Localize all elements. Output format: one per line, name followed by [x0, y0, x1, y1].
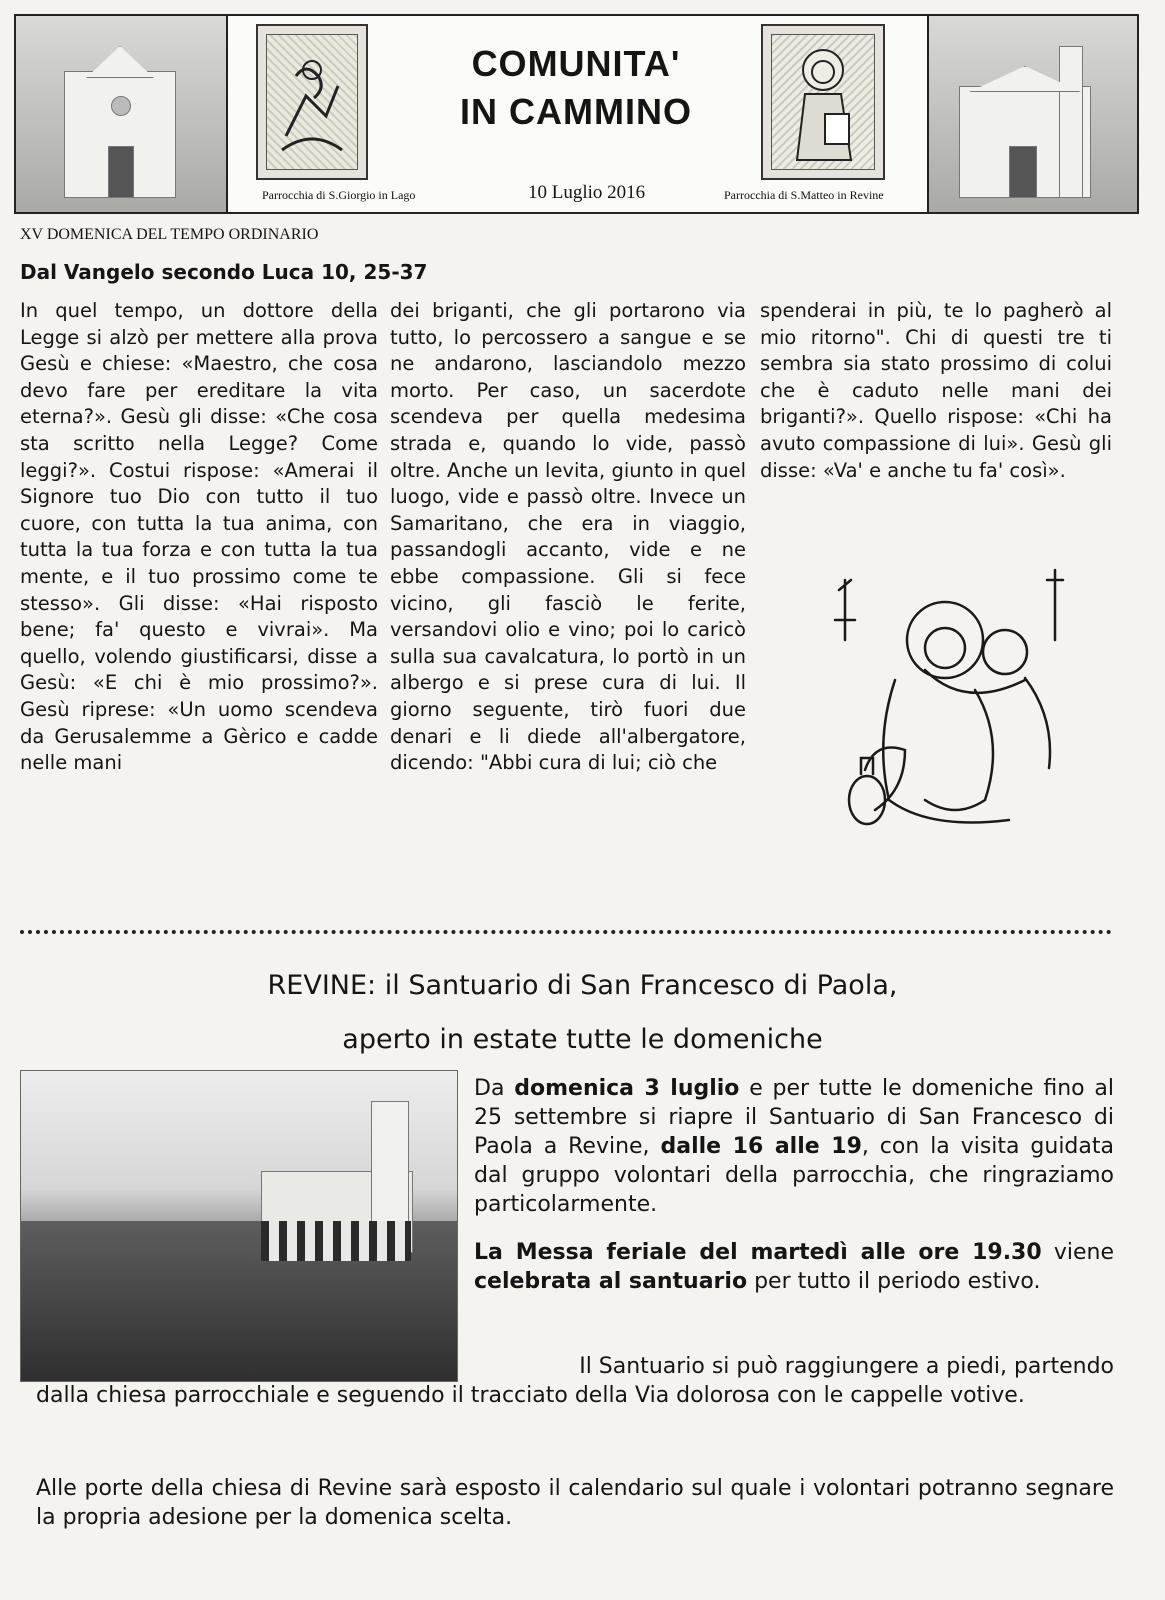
st-matthew-icon	[761, 24, 885, 180]
santuario-title-line-1: REVINE: il Santuario di San Francesco di Paola,	[267, 970, 898, 1001]
gospel-column-3: spenderai in più, te lo pagherò al mio ritorno". Chi di questi tre ti sembra sia stato prossimo di colui che è caduto nelle mani dei briganti?». Quello rispose: «Chi ha avuto compassione di lui». Gesù gli disse: «Va' e anche tu fa' così».	[760, 299, 1112, 482]
section-divider	[20, 930, 1112, 934]
gospel-column-2: dei briganti, che gli portarono via tutto, lo percossero a sangue e se ne andarono, lasciandolo mezzo morto. Per caso, un sacerdote scendeva per quella medesima strada e, quando lo vide, passò oltre. Anche un levita, giunto in quel luogo, vide e passò oltre. Invece un Samaritano, che era in viaggio, passandogli accanto, vide e ne ebbe compassione. Gli si fece vicino, gli fasciò le ferite, versandovi olio e vino; poi lo caricò sulla sua cavalcatura, lo portò in un albergo e si prese cura di lui. Il giorno seguente, tirò fuori due denari e li diede all'albergatore, dicendo: "Abbi cura di lui; ciò che	[390, 299, 746, 775]
gospel-heading: Dal Vangelo secondo Luca 10, 25-37	[20, 260, 428, 284]
st-george-icon	[256, 24, 368, 180]
masthead-header	[14, 14, 1139, 214]
left-church-photo	[16, 16, 228, 212]
santuario-paragraph-3: dalla chiesa parrocchiale e seguendo il tracciato della Via dolorosa con le cappelle votive.	[36, 1383, 1025, 1408]
good-samaritan-drawing	[825, 560, 1115, 850]
santuario-photo	[20, 1070, 458, 1382]
parish-right-caption: Parrocchia di S.Matteo in Revine	[724, 188, 884, 202]
santuario-paragraph-4: Alle porte della chiesa di Revine sarà esposto il calendario sul quale i volontari potranno segnare la propria adesione per la domenica scelta.	[36, 1476, 1114, 1530]
santuario-title-line-2: aperto in estate tutte le domeniche	[342, 1024, 823, 1055]
santuario-paragraph-1: Da domenica 3 luglio e per tutte le domeniche fino al 25 settembre si riapre il Santuario di San Francesco di Paola a Revine, dalle 16 alle 19, con la visita guidata dal gruppo volontari della parrocchia, che ringraziamo particolarmente.	[474, 1076, 1114, 1217]
liturgical-sunday: XV DOMENICA DEL TEMPO ORDINARIO	[20, 226, 319, 243]
santuario-paragraph-3-first-line: Il Santuario si può raggiungere a piedi, partendo	[579, 1354, 1114, 1379]
parish-left-caption: Parrocchia di S.Giorgio in Lago	[262, 188, 416, 202]
newsletter-title: COMUNITA' IN CAMMINO	[460, 43, 692, 132]
gospel-column-1: In quel tempo, un dottore della Legge si alzò per mettere alla prova Gesù e chiese: «Maestro, che cosa devo fare per ereditare la vita eterna?». Gesù gli disse: «Che cosa sta scritto nella Legge? Come leggi?». Costui rispose: «Amerai il Signore tuo Dio con tutto il tuo cuore, con tutta la tua anima, con tutta la tua forza e con tutta la tua mente, e il tuo prossimo come te stesso». Gli disse: «Hai risposto bene; fa' questo e vivrai». Ma quello, volendo giustificarsi, disse a Gesù: «E chi è mio prossimo?». Gesù riprese: «Un uomo scendeva da Gerusalemme a Gèrico e cadde nelle mani	[20, 299, 378, 775]
right-church-photo	[927, 16, 1137, 212]
issue-date: 10 Luglio 2016	[528, 182, 646, 203]
santuario-paragraph-2: La Messa feriale del martedì alle ore 19.30 viene celebrata al santuario per tutto il periodo estivo.	[474, 1240, 1114, 1294]
